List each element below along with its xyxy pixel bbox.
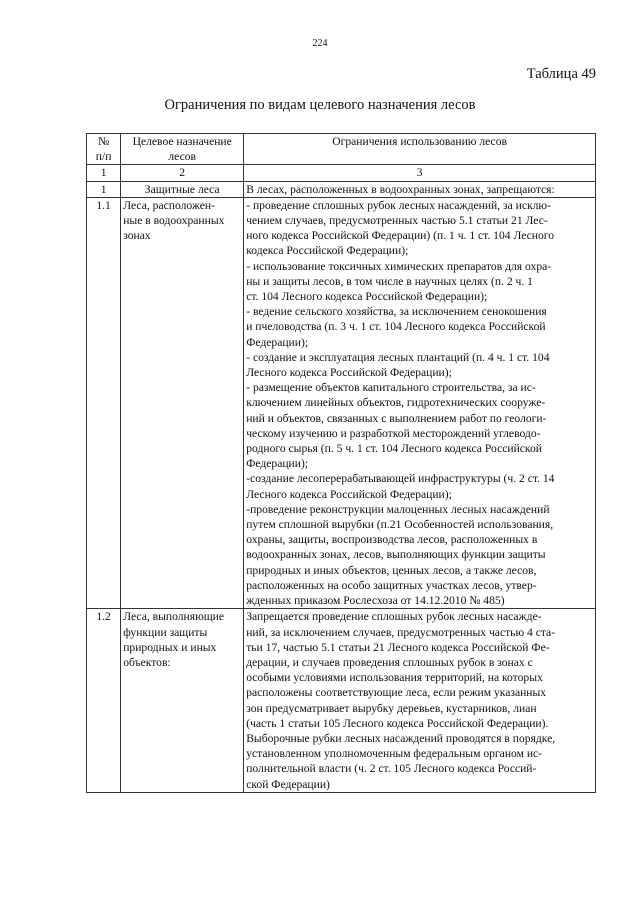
restriction-line: - ведение сельского хозяйства, за исключением сенокошения [246,305,547,319]
section-text: В лесах, расположенных в водоохранных зонах, запрещаются: [244,181,596,197]
restriction-line: водоохранных зонах, лесов, выполняющих функции защиты [246,548,546,562]
restriction-line: установленном уполномоченным федеральным органом ис- [246,747,543,761]
restrictions-table [86,133,596,793]
restriction-line: (часть 1 статьи 105 Лесного кодекса Российской Федерации). [246,716,549,730]
restriction-line: тьи 17, частью 5.1 статьи 21 Лесного кодекса Российской Фе- [246,640,550,654]
restriction-line: Лесного кодекса Российской Федерации); [246,366,452,380]
header-number-line: п/п [95,150,112,164]
restriction-line: ческому изучению и разработкой месторождений углеводо- [246,426,541,440]
restriction-line: зон предусматривает вырубку деревьев, кустарников, лиан [246,701,537,715]
row-purpose-line: функции защиты [123,625,208,639]
restriction-line: охраны, защиты, воспроизводства лесов, расположенных в [246,533,538,547]
restriction-line: кодекса Российской Федерации); [246,244,409,258]
restriction-line: Федерации); [246,335,309,349]
restriction-line: чением случаев, предусмотренных частью 5.1 статьи 21 Лес- [246,214,548,228]
restriction-line: -проведение реконструкции малоценных лесных насаждений [246,502,550,516]
restriction-line: путем сплошной вырубки (п.21 Особенностей использования, [246,518,554,532]
row-purpose-line: объектов: [123,655,171,669]
section-name: Защитные леса [121,181,244,197]
restriction-line: -создание лесоперерабатывающей инфраструктуры (ч. 2 ст. 14 [246,472,555,486]
restriction-line: Федерации); [246,457,309,471]
row-purpose-line: ные в водоохранных [123,214,225,228]
section-row [87,181,596,197]
column-number-row [87,165,596,181]
restriction-line: - размещение объектов капитального строительства, за ис- [246,381,536,395]
header-purpose-line: лесов [168,150,197,164]
section-number: 1 [87,181,121,197]
row-purpose-line: зонах [123,229,151,243]
table-row [87,609,596,792]
header-restrictions [244,134,596,165]
row-restrictions [244,197,596,608]
header-number-line: № [98,135,110,148]
restriction-line: - создание и эксплуатация лесных плантаций (п. 4 ч. 1 ст. 104 [246,350,550,364]
column-number-1: 1 [87,165,121,181]
restriction-line: ключением линейных объектов, гидротехнических сооруже- [246,396,546,410]
page-number: 224 [312,38,328,49]
row-purpose-line: Леса, выполняющие [123,610,225,624]
restriction-line: Запрещается проведение сплошных рубок лесных насажде- [246,610,542,624]
restriction-line: природных и иных объектов, ценных лесов, а также лесов, [246,563,537,577]
restriction-line: полнительной власти (ч. 2 ст. 105 Лесного кодекса Россий- [246,762,537,776]
document-title: Ограничения по видам целевого назначения лесов [164,97,476,113]
restriction-line: родного сырья (п. 5 ч. 1 ст. 104 Лесного кодекса Российской [246,442,542,456]
header-purpose [121,134,244,165]
header-number [87,134,121,165]
restriction-line: - использование токсичных химических препаратов для охра- [246,259,552,273]
restriction-line: ст. 104 Лесного кодекса Российской Федерации); [246,290,488,304]
table-row [87,197,596,608]
table-label: Таблица 49 [526,66,596,82]
header-row [87,134,596,165]
restriction-line: и пчеловодства (п. 3 ч. 1 ст. 104 Лесного кодекса Российской [246,320,546,334]
restriction-line: расположены соответствующие леса, если режим указанных [246,686,547,700]
restriction-line: жденных приказом Рослесхоза от 14.12.2010 № 485) [246,594,505,608]
restriction-line: ного кодекса Российской Федерации) (п. 1 ч. 1 ст. 104 Лесного [246,229,555,243]
restriction-line: расположенных на особо защитных участках лесов, утвер- [246,578,537,592]
restriction-line: ний, за исключением случаев, предусмотренных частью 4 ста- [246,625,556,639]
row-number: 1.2 [87,609,121,792]
restriction-line: ны и защиты лесов, в том числе в научных целях (п. 2 ч. 1 [246,274,533,288]
header-purpose-line: Целевое назначение [132,135,232,148]
restriction-line: особыми условиями использования территорий, на которых [246,671,543,685]
row-purpose [121,197,244,608]
restriction-line: Выборочные рубки лесных насаждений проводятся в порядке, [246,731,556,745]
row-purpose-line: природных и иных [123,640,217,654]
column-number-2: 2 [121,165,244,181]
restriction-line: Лесного кодекса Российской Федерации); [246,487,452,501]
row-number: 1.1 [87,197,121,608]
restriction-line: дерации, и случаев проведения сплошных рубок в зонах с [246,655,533,669]
column-number-3: 3 [244,165,596,181]
row-restrictions [244,609,596,792]
restriction-line: - проведение сплошных рубок лесных насаждений, за исклю- [246,198,551,212]
row-purpose [121,609,244,792]
restriction-line: ской Федерации) [246,777,330,791]
row-purpose-line: Леса, расположен- [123,198,215,212]
restriction-line: ний и объектов, связанных с выполнением работ по геологи- [246,411,547,425]
header-restrictions-line: Ограничения использованию лесов [332,135,507,148]
